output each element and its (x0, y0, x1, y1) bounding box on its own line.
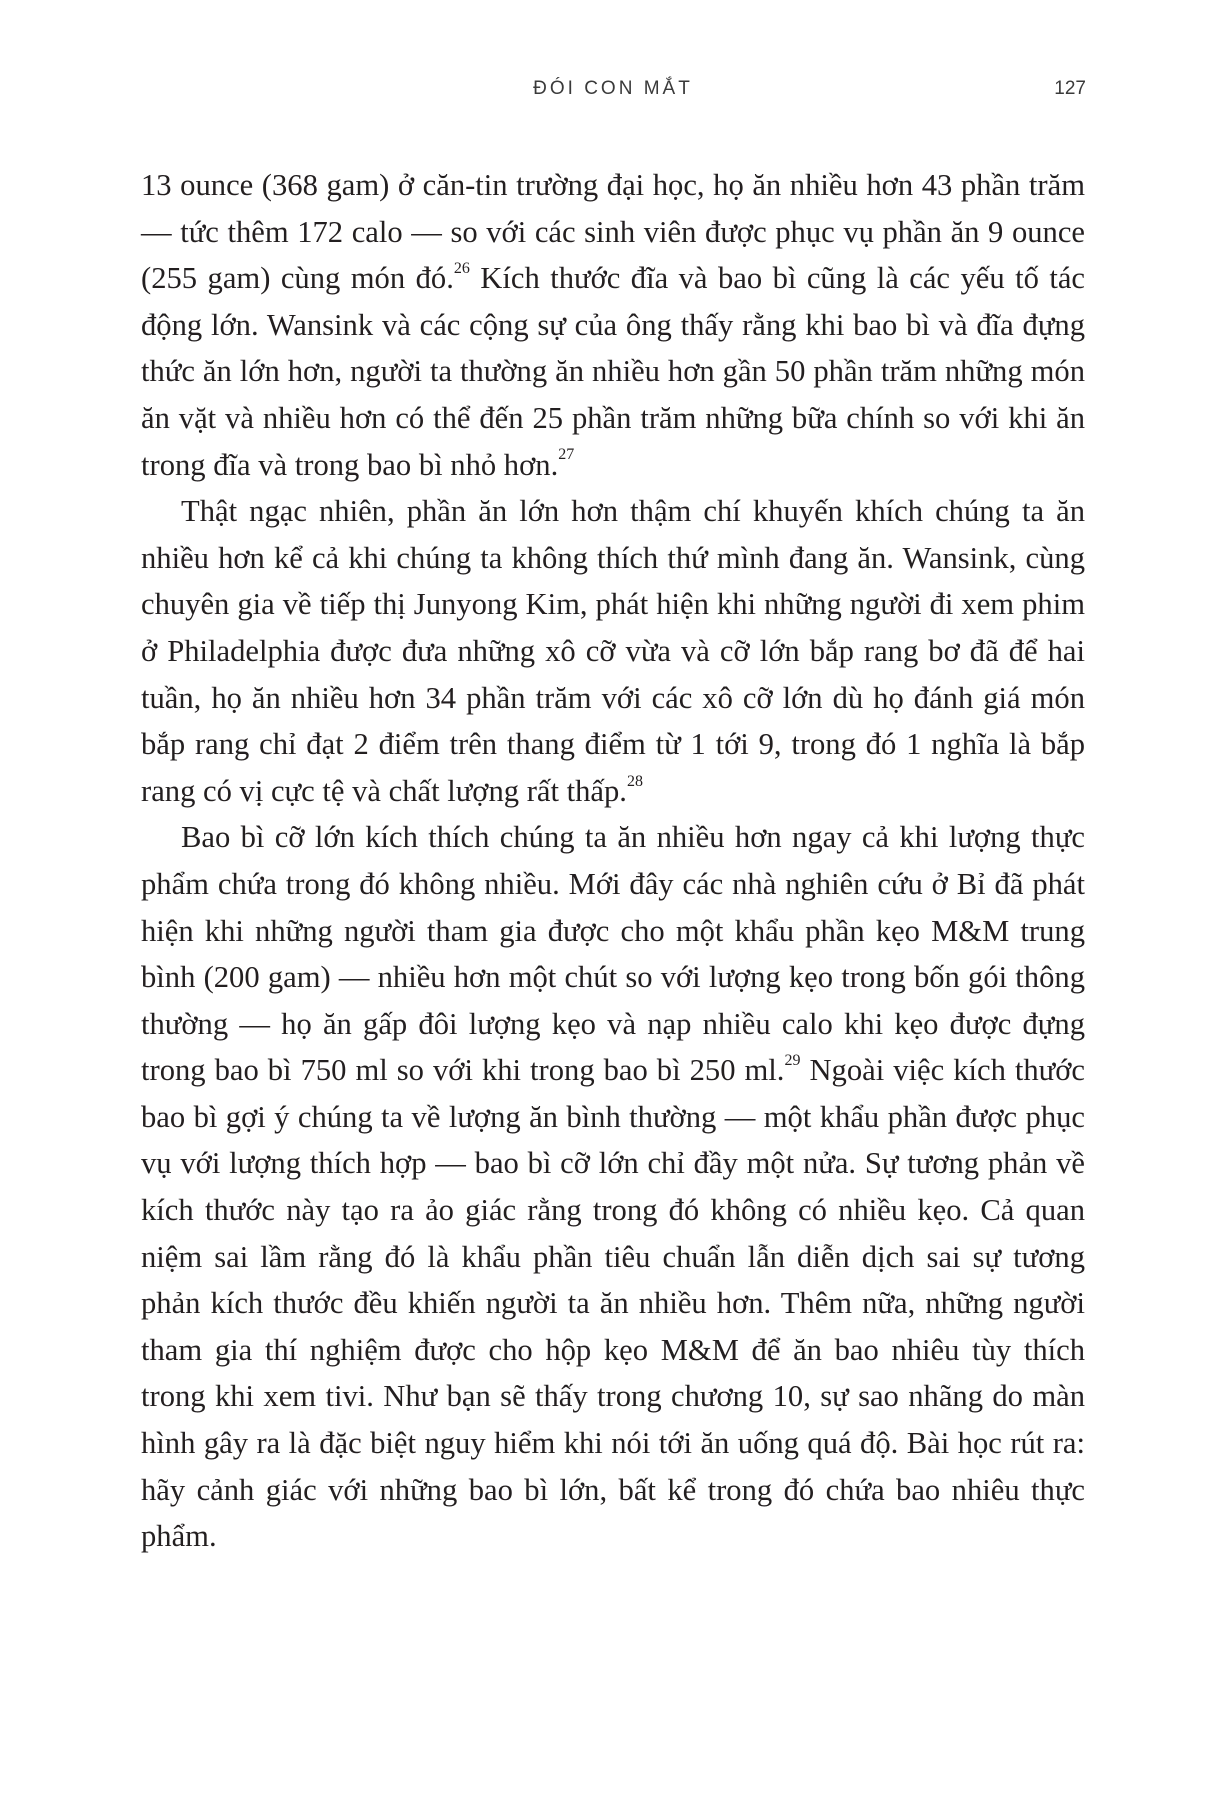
paragraph-2 (141, 488, 1085, 814)
footnote-ref-28: 28 (626, 772, 643, 790)
paragraph-3 (141, 814, 1085, 1560)
chapter-title: ĐÓI CON MẮT (533, 78, 693, 99)
paragraph-3-text-1: Bao bì cỡ lớn kích thích chúng ta ăn nhiều hơn ngay cả khi lượng thực phẩm chứa trong đó không nhiều. Mới đây các nhà nghiên cứu ở Bỉ đã phát hiện khi những người tham gia được cho một khẩu phần kẹo M&M trung bình (200 gam) — nhiều hơn một chút so với lượng kẹo trong bốn gói thông thường — họ ăn gấp đôi lượng kẹo và nạp nhiều calo khi kẹo được đựng trong bao bì 750 ml so với khi trong bao bì 250 ml. (141, 820, 1085, 1088)
running-header (140, 78, 1086, 108)
page-number: 127 (1054, 78, 1086, 99)
paragraph-3-text-2: Ngoài việc kích thước bao bì gợi ý chúng ta về lượng ăn bình thường — một khẩu phần được phục vụ với lượng thích hợp — bao bì cỡ lớn chỉ đầy một nửa. Sự tương phản về kích thước này tạo ra ảo giác rằng trong đó không có nhiều kẹo. Cả quan niệm sai lầm rằng đó là khẩu phần tiêu chuẩn lẫn diễn dịch sai sự tương phản kích thước đều khiến người ta ăn nhiều hơn. Thêm nữa, những người tham gia thí nghiệm được cho hộp kẹo M&M để ăn bao nhiêu tùy thích trong khi xem tivi. Như bạn sẽ thấy trong chương 10, sự sao nhãng do màn hình gây ra là đặc biệt nguy hiểm khi nói tới ăn uống quá độ. Bài học rút ra: hãy cảnh giác với những bao bì lớn, bất kể trong đó chứa bao nhiêu thực phẩm. (141, 1053, 1086, 1554)
paragraph-1-text-2: Kích thước đĩa và bao bì cũng là các yếu tố tác động lớn. Wansink và các cộng sự của ông thấy rằng khi bao bì và đĩa đựng thức ăn lớn hơn, người ta thường ăn nhiều hơn gần 50 phần trăm những món ăn vặt và nhiều hơn có thể đến 25 phần trăm những bữa chính so với khi ăn trong đĩa và trong bao bì nhỏ hơn. (141, 261, 1085, 482)
paragraph-1 (141, 162, 1085, 488)
body-text (141, 162, 1085, 1560)
paragraph-1-text-1: 13 ounce (368 gam) ở căn-tin trường đại học, họ ăn nhiều hơn 43 phần trăm — tức thêm 172 calo — so với các sinh viên được phục vụ phần ăn 9 ounce (255 gam) cùng món đó. (141, 168, 1085, 296)
footnote-ref-27: 27 (558, 446, 575, 464)
footnote-ref-29: 29 (784, 1052, 801, 1070)
paragraph-2-text-1: Thật ngạc nhiên, phần ăn lớn hơn thậm chí khuyến khích chúng ta ăn nhiều hơn kể cả khi chúng ta không thích thứ mình đang ăn. Wansink, cùng chuyên gia về tiếp thị Junyong Kim, phát hiện khi những người đi xem phim ở Philadelphia được đưa những xô cỡ vừa và cỡ lớn bắp rang bơ đã để hai tuần, họ ăn nhiều hơn 34 phần trăm với các xô cỡ lớn dù họ đánh giá món bắp rang chỉ đạt 2 điểm trên thang điểm từ 1 tới 9, trong đó 1 nghĩa là bắp rang có vị cực tệ và chất lượng rất thấp. (141, 494, 1085, 808)
footnote-ref-26: 26 (453, 260, 470, 277)
